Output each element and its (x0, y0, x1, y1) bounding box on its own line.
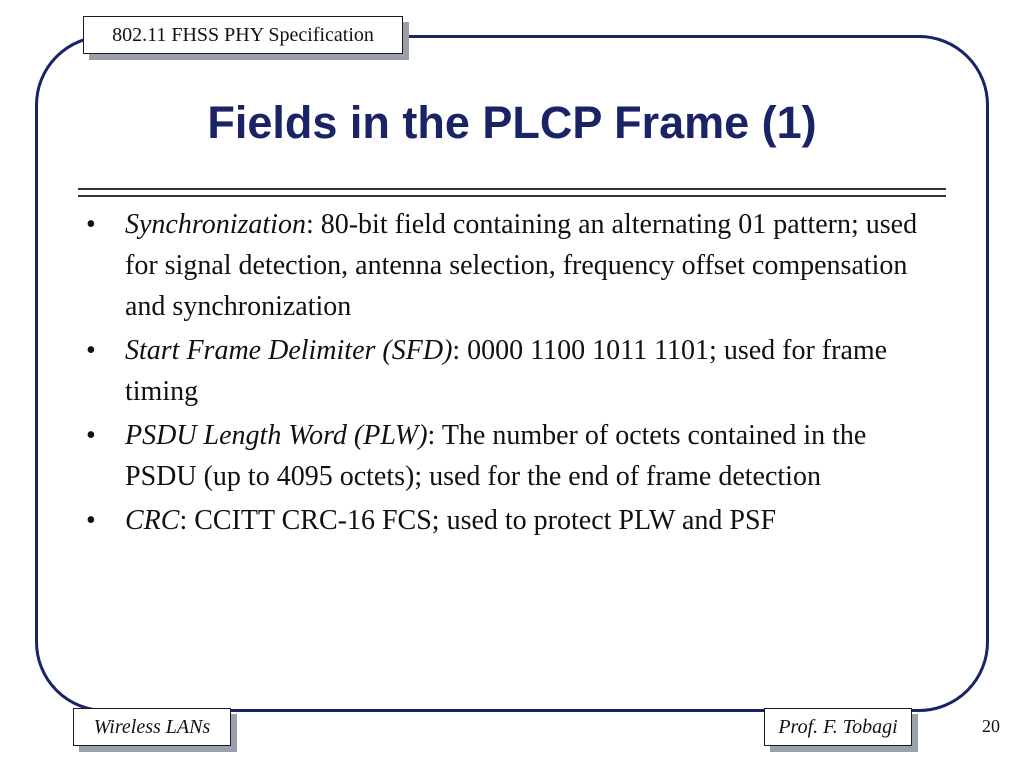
bullet-dot-icon: • (86, 209, 96, 240)
topic-tag: 802.11 FHSS PHY Specification (83, 16, 403, 54)
bullet-text: : 80-bit field containing an alternating 01 pattern; used for signal detection, antenna selection, frequency offset compensation and synchronization (125, 209, 918, 322)
bullet-item-plw (84, 415, 934, 497)
bullet-list (84, 204, 934, 544)
bullet-term: PSDU Length Word (PLW) (125, 420, 428, 451)
page-number: 20 (982, 716, 1000, 736)
bullet-term: Synchronization (125, 209, 306, 240)
title-rule-upper (78, 188, 946, 190)
bullet-dot-icon: • (86, 420, 96, 451)
slide-title: Fields in the PLCP Frame (1) (207, 97, 817, 148)
bullet-text: : 0000 1100 1011 1101; used for frame timing (125, 335, 888, 407)
title-rule-lower (78, 195, 946, 197)
bullet-dot-icon: • (86, 505, 96, 536)
course-tag: Wireless LANs (73, 708, 231, 746)
bullet-dot-icon: • (86, 335, 96, 366)
bullet-text: : The number of octets contained in the PSDU (up to 4095 octets); used for the end of frame detection (125, 420, 867, 492)
bullet-term: CRC (125, 505, 180, 536)
bullet-term: Start Frame Delimiter (SFD) (125, 335, 453, 366)
bullet-item-synchronization (84, 204, 934, 327)
bullet-text: : CCITT CRC-16 FCS; used to protect PLW and PSF (179, 505, 777, 536)
author-tag: Prof. F. Tobagi (764, 708, 912, 746)
bullet-item-crc (84, 500, 934, 541)
bullet-item-sfd (84, 330, 934, 412)
